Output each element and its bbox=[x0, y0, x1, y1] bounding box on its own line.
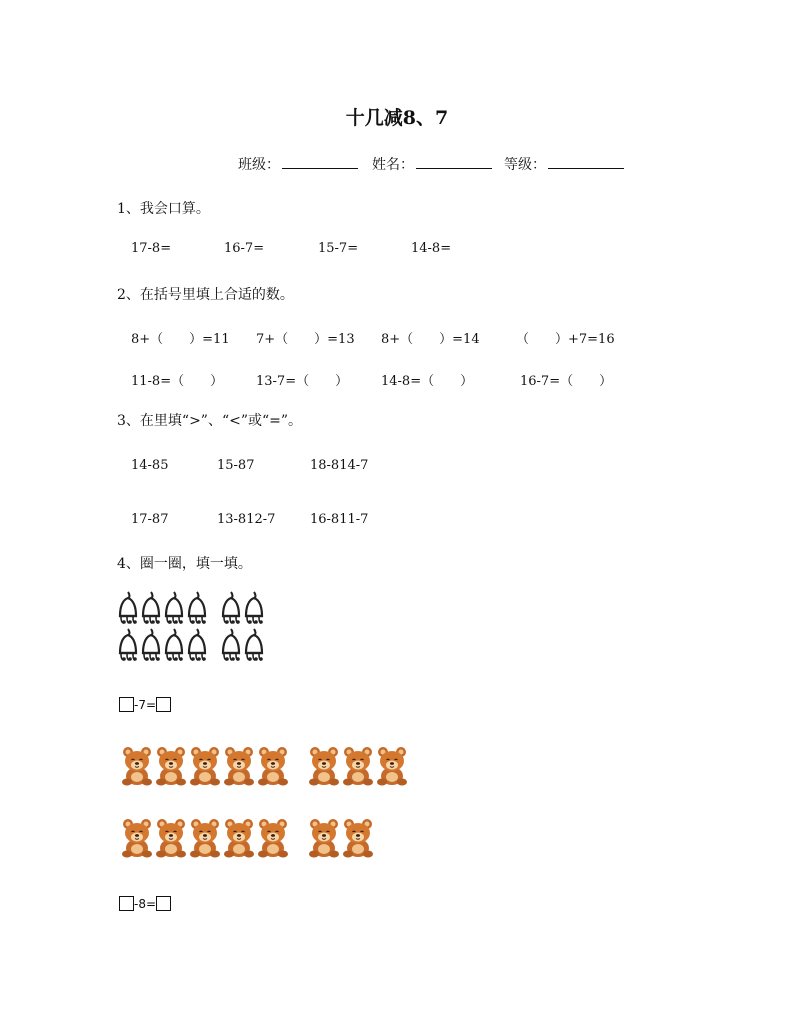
bear-icon bbox=[120, 746, 154, 786]
bear-icon bbox=[154, 746, 188, 786]
bear-icon bbox=[307, 818, 341, 858]
q3-item: 14-85 bbox=[131, 458, 169, 473]
q3-item: 17-87 bbox=[131, 512, 169, 527]
figure-row-2 bbox=[118, 627, 264, 663]
figure-row-1 bbox=[118, 590, 264, 626]
q2-item: 8+（ ）=14 bbox=[381, 332, 480, 347]
q1-item: 14-8= bbox=[411, 241, 452, 256]
figure-icon bbox=[118, 627, 138, 663]
q1-item: 15-7= bbox=[318, 241, 359, 256]
bear-icon bbox=[341, 818, 375, 858]
figure-icon bbox=[187, 627, 207, 663]
bear-icon bbox=[341, 746, 375, 786]
q3-heading: 3、在里填“>”、“<”或“=”。 bbox=[117, 413, 303, 429]
bear-icon bbox=[256, 818, 290, 858]
q1-heading: 1、我会口算。 bbox=[117, 201, 210, 217]
answer-box[interactable] bbox=[119, 896, 134, 911]
q2-heading: 2、在括号里填上合适的数。 bbox=[117, 287, 294, 303]
class-label: 班级： bbox=[238, 157, 280, 173]
grade-field bbox=[504, 154, 624, 174]
name-label: 姓名： bbox=[372, 157, 414, 173]
figure-icon bbox=[221, 590, 241, 626]
figure-icon bbox=[141, 590, 161, 626]
grade-blank[interactable] bbox=[548, 154, 624, 169]
q4-heading: 4、圈一圈，填一填。 bbox=[117, 556, 252, 572]
bear-icon bbox=[375, 746, 409, 786]
q3-item: 15-87 bbox=[217, 458, 255, 473]
bear-icon bbox=[120, 818, 154, 858]
answer-box[interactable] bbox=[119, 697, 134, 712]
q3-item: 18-814-7 bbox=[310, 458, 369, 473]
figure-icon bbox=[164, 590, 184, 626]
figure-icon bbox=[141, 627, 161, 663]
bear-row-2 bbox=[120, 818, 375, 858]
name-field bbox=[372, 154, 492, 174]
figure-icon bbox=[221, 627, 241, 663]
q1-item: 16-7= bbox=[224, 241, 265, 256]
equation-2 bbox=[119, 893, 171, 912]
bear-icon bbox=[188, 746, 222, 786]
equation-text: -7= bbox=[134, 698, 157, 712]
q2-item: 7+（ ）=13 bbox=[256, 332, 355, 347]
bear-icon bbox=[307, 746, 341, 786]
q2-item: （ ）+7=16 bbox=[516, 332, 615, 347]
q2-item: 8+（ ）=11 bbox=[131, 332, 230, 347]
answer-box[interactable] bbox=[156, 697, 171, 712]
figure-icon bbox=[244, 627, 264, 663]
grade-label: 等级： bbox=[504, 157, 546, 173]
class-blank[interactable] bbox=[282, 154, 358, 169]
q2-item: 14-8=（ ） bbox=[381, 374, 474, 389]
name-blank[interactable] bbox=[416, 154, 492, 169]
q2-item: 16-7=（ ） bbox=[520, 374, 613, 389]
figure-icon bbox=[187, 590, 207, 626]
q2-item: 13-7=（ ） bbox=[256, 374, 349, 389]
q2-item: 11-8=（ ） bbox=[131, 374, 224, 389]
bear-icon bbox=[222, 746, 256, 786]
figure-icon bbox=[164, 627, 184, 663]
q1-item: 17-8= bbox=[131, 241, 172, 256]
bear-icon bbox=[256, 746, 290, 786]
equation-1 bbox=[119, 694, 171, 713]
equation-text: -8= bbox=[134, 897, 157, 911]
figure-icon bbox=[118, 590, 138, 626]
figure-icon bbox=[244, 590, 264, 626]
class-field bbox=[238, 154, 358, 174]
bear-icon bbox=[154, 818, 188, 858]
bear-row-1 bbox=[120, 746, 409, 786]
q3-item: 16-811-7 bbox=[310, 512, 369, 527]
answer-box[interactable] bbox=[156, 896, 171, 911]
bear-icon bbox=[188, 818, 222, 858]
q3-item: 13-812-7 bbox=[217, 512, 276, 527]
bear-icon bbox=[222, 818, 256, 858]
page-title: 十几减8、7 bbox=[345, 107, 449, 129]
